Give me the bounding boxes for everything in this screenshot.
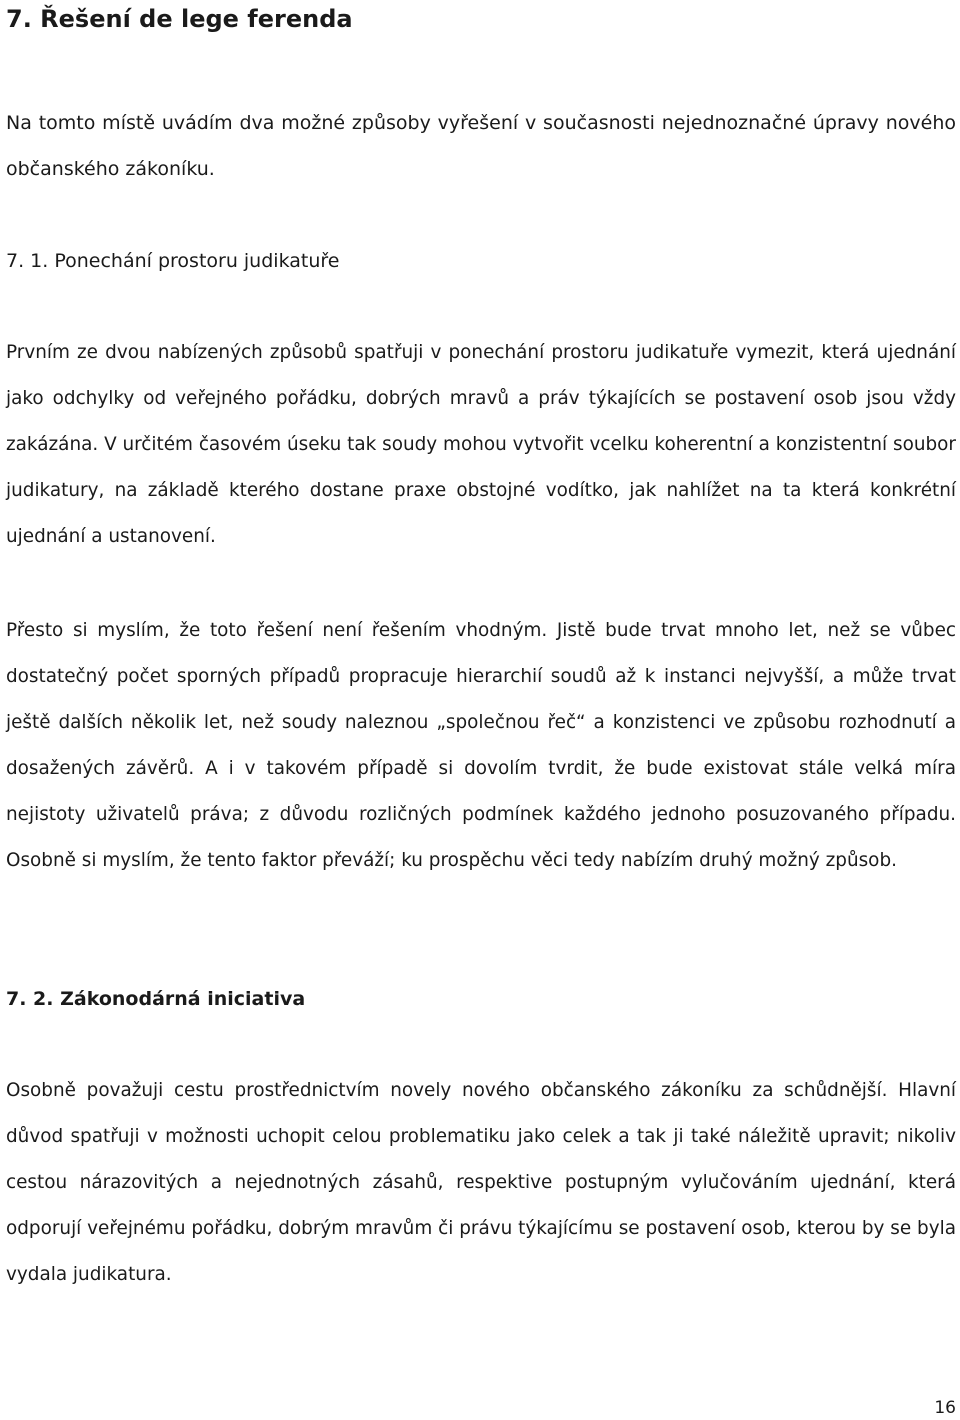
section-1-paragraph-1: Prvním ze dvou nabízených způsobů spatřuji v ponechání prostoru judikatuře vymezit, která ujednání jako odchylky od veřejného pořádku, dobrých mravů a práv týkajících se postavení osob jsou vždy zakázána. V určitém časovém úseku tak soudy mohou vytvořit vcelku koherentní a konzistentní soubor judikatury, na základě kterého dostane praxe obstojné vodítko, jak nahlížet na ta která konkrétní ujednání a ustanovení. [6,342,956,547]
section-1-heading: 7. 1. Ponechání prostoru judikatuře [6,250,340,272]
section-1-paragraph-2: Přesto si myslím, že toto řešení není řešením vhodným. Jistě bude trvat mnoho let, než se vůbec dostatečný počet sporných případů propracuje hierarchií soudů až k instanci nejvyšší, a může trvat ještě dalších několik let, než soudy naleznou „společnou řeč“ a konzistenci ve způsobu rozhodnutí a dosažených závěrů. A i v takovém případě si dovolím tvrdit, že bude existovat stále velká míra nejistoty uživatelů práva; z důvodu rozličných podmínek každého jednoho posuzovaného případu. Osobně si myslím, že tento faktor převáží; ku prospěchu věci tedy nabízím druhý možný způsob. [6,620,956,871]
section-2-paragraph-1: Osobně považuji cestu prostřednictvím novely nového občanského zákoníku za schůdnější. Hlavní důvod spatřuji v možnosti uchopit celou problematiku jako celek a tak ji také náležitě upravit; nikoliv cestou nárazovitých a nejednotných zásahů, respektive postupným vylučováním ujednání, která odporují veřejnému pořádku, dobrým mravům či právu týkajícímu se postavení osob, kterou by se byla vydala judikatura. [6,1080,956,1285]
section-2-heading: 7. 2. Zákonodárná iniciativa [6,988,306,1010]
intro-paragraph: Na tomto místě uvádím dva možné způsoby vyřešení v současnosti nejednoznačné úpravy nového občanského zákoníku. [6,112,956,180]
page-number: 16 [934,1398,956,1418]
chapter-heading: 7. Řešení de lege ferenda [6,5,353,33]
